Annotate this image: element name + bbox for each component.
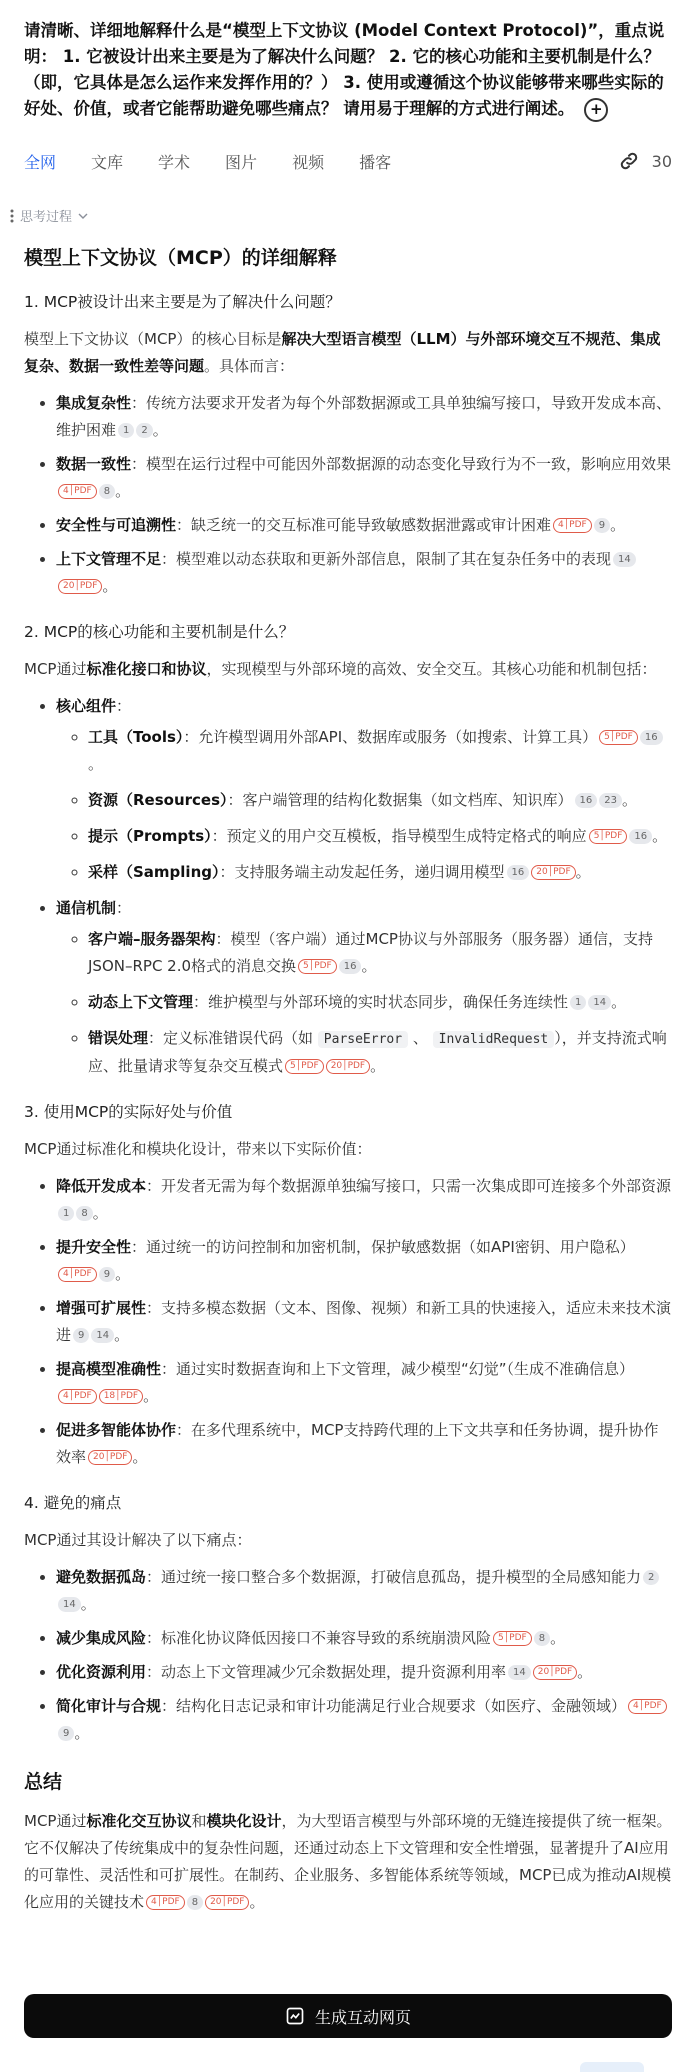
- list-item: • 集成复杂性：传统方法要求开发者为每个外部数据源或工具单独编写接口，导致开发成本高、维护困难 1 2 。: [56, 390, 672, 444]
- pdf-citation-badge[interactable]: 4│PDF: [58, 1267, 97, 1282]
- pdf-citation-badge[interactable]: 20│PDF: [326, 1059, 370, 1074]
- list-item: • 避免数据孤岛：通过统一接口整合多个数据源，打破信息孤岛，提升模型的全局感知能力 214 。: [56, 1564, 672, 1618]
- citation-badge[interactable]: 8: [187, 1895, 203, 1910]
- citation-badge[interactable]: 23: [599, 793, 622, 808]
- core-components-list: [56, 724, 672, 886]
- pdf-citation-badge[interactable]: 20│PDF: [88, 1450, 132, 1465]
- tab-images[interactable]: 图片: [225, 152, 258, 172]
- communication-list: [56, 926, 672, 1080]
- citation-badge[interactable]: 14: [91, 1328, 114, 1343]
- list-item: ◦ 采样（Sampling）：支持服务端主动发起任务，递归调用模型 16 20│PDF 。: [88, 859, 672, 886]
- section-1-list: [24, 390, 672, 600]
- section-3-intro: MCP通过标准化和模块化设计，带来以下实际价值：: [24, 1140, 372, 1158]
- tab-academic[interactable]: 学术: [158, 152, 191, 172]
- user-query: [24, 0, 672, 122]
- section-4-heading: 4. 避免的痛点: [24, 1494, 122, 1512]
- list-item: ◦ 工具（Tools）：允许模型调用外部API、数据库或服务（如搜索、计算工具） 5│PDF 16。: [88, 724, 672, 778]
- citation-badge[interactable]: 16: [507, 865, 530, 880]
- section-2-list: [24, 693, 672, 1080]
- section-3-heading: 3. 使用MCP的实际好处与价值: [24, 1103, 233, 1121]
- pdf-citation-badge[interactable]: 20│PDF: [533, 1665, 577, 1680]
- pdf-citation-badge[interactable]: 5│PDF: [298, 959, 337, 974]
- pdf-citation-badge[interactable]: 5│PDF: [599, 730, 638, 745]
- link-icon: [618, 150, 640, 172]
- pdf-citation-badge[interactable]: 18│PDF: [99, 1389, 143, 1404]
- list-item: • 安全性与可追溯性：缺乏统一的交互标准可能导致敏感数据泄露或审计困难 4│PDF 9 。: [56, 512, 672, 539]
- section-4-list: [24, 1564, 672, 1747]
- citation-badge[interactable]: 9: [58, 1726, 74, 1741]
- pdf-citation-badge[interactable]: 4│PDF: [628, 1699, 667, 1714]
- pdf-citation-badge[interactable]: 4│PDF: [146, 1895, 185, 1910]
- citation-badge[interactable]: 9: [99, 1267, 115, 1282]
- sources-link[interactable]: [618, 150, 672, 172]
- chart-box-icon: [285, 2006, 305, 2026]
- section-2-heading: 2. MCP的核心功能和主要机制是什么？: [24, 623, 295, 641]
- pdf-citation-badge[interactable]: 20│PDF: [205, 1895, 249, 1910]
- tab-library[interactable]: 文库: [91, 152, 124, 172]
- citation-badge[interactable]: 16: [640, 730, 663, 745]
- citation-badge[interactable]: 16: [575, 793, 598, 808]
- scroll-corner-indicator: [580, 2062, 644, 2072]
- list-item: • 核心组件： ◦ 工具（Tools）：允许模型调用外部API、数据库或服务（如搜索、计算工具） 5│PDF 16。 ◦ 资源（Resources）：客户端管理的结构化数据集（如文档库、知识库） 16 23 。 ◦ 提示（Prompts）：预定义的用户交互模板，指导模型生成特定格式的响应 5│PDF 16 。 ◦ 采样（Sampling）：支持服务端主动发起任务，递归调用模型 16 20│PDF 。: [56, 693, 672, 886]
- citation-badge[interactable]: 16: [629, 829, 652, 844]
- citation-badge[interactable]: 16: [339, 959, 362, 974]
- pdf-citation-badge[interactable]: 4│PDF: [58, 484, 97, 499]
- pdf-citation-badge[interactable]: 4│PDF: [58, 1389, 97, 1404]
- citation-badge[interactable]: 14: [508, 1665, 531, 1680]
- citation-badge[interactable]: 8: [76, 1206, 92, 1221]
- citation-badge[interactable]: 1: [118, 423, 134, 438]
- code-parse-error: ParseError: [318, 1031, 408, 1048]
- list-item: • 通信机制： ◦ 客户端–服务器架构：模型（客户端）通过MCP协议与外部服务（服务器）通信，支持JSON–RPC 2.0格式的消息交换 5│PDF 16 。 ◦ 动态上下文管理：维护模型与外部环境的实时状态同步，确保任务连续性 1 14 。 ◦ 错误处理：定义标准错误代码（如 ParseError 、 InvalidRequest ），并支持流式响应、批量请求等复杂交互模式 5│PDF 20│PDF 。: [56, 895, 672, 1080]
- citation-badge[interactable]: 2: [136, 423, 152, 438]
- search-tabs: [24, 146, 672, 176]
- citation-badge[interactable]: 2: [643, 1570, 659, 1585]
- list-item: • 提升安全性：通过统一的访问控制和加密机制，保护敏感数据（如API密钥、用户隐私）4│PDF 9 。: [56, 1234, 672, 1288]
- code-invalid-request: InvalidRequest: [433, 1031, 555, 1048]
- pdf-citation-badge[interactable]: 4│PDF: [553, 518, 592, 533]
- list-item: ◦ 错误处理：定义标准错误代码（如 ParseError 、 InvalidRequest ），并支持流式响应、批量请求等复杂交互模式 5│PDF 20│PDF 。: [88, 1025, 672, 1080]
- section-1-intro: 模型上下文协议（MCP）的核心目标是解决大型语言模型（LLM）与外部环境交互不规范、集成复杂、数据一致性差等问题。具体而言：: [24, 330, 661, 375]
- thinking-label: 思考过程: [20, 210, 73, 225]
- citation-badge[interactable]: 14: [58, 1597, 81, 1612]
- list-item: • 数据一致性：模型在运行过程中可能因外部数据源的动态变化导致行为不一致，影响应用效果4│PDF 8 。: [56, 451, 672, 505]
- answer-title: 模型上下文协议（MCP）的详细解释: [24, 247, 337, 269]
- tab-podcast[interactable]: 播客: [359, 152, 392, 172]
- list-item: ◦ 提示（Prompts）：预定义的用户交互模板，指导模型生成特定格式的响应 5│PDF 16 。: [88, 823, 672, 850]
- thinking-dots-icon: [10, 209, 14, 223]
- pdf-citation-badge[interactable]: 20│PDF: [531, 865, 575, 880]
- summary-text: MCP通过标准化交互协议和模块化设计，为大型语言模型与外部环境的无缝连接提供了统一框架。它不仅解决了传统集成中的复杂性问题，还通过动态上下文管理和安全性增强，显著提升了AI应用的可靠性、灵活性和可扩展性。在制药、企业服务、多智能体系统等领域，MCP已成为推动AI规模化应用的关键技术 4│PDF 8 20│PDF 。: [24, 1812, 672, 1911]
- section-4-intro: MCP通过其设计解决了以下痛点：: [24, 1531, 252, 1549]
- pdf-citation-badge[interactable]: 20│PDF: [58, 579, 102, 594]
- section-1-heading: 1. MCP被设计出来主要是为了解决什么问题？: [24, 293, 341, 311]
- list-item: • 优化资源利用：动态上下文管理减少冗余数据处理，提升资源利用率 14 20│PDF 。: [56, 1659, 672, 1686]
- list-item: • 促进多智能体协作：在多代理系统中，MCP支持跨代理的上下文共享和任务协调，提升协作效率 20│PDF 。: [56, 1417, 672, 1471]
- list-item: ◦ 动态上下文管理：维护模型与外部环境的实时状态同步，确保任务连续性 1 14 。: [88, 989, 672, 1016]
- list-item: • 上下文管理不足：模型难以动态获取和更新外部信息，限制了其在复杂任务中的表现 1420│PDF 。: [56, 546, 672, 600]
- tab-video[interactable]: 视频: [292, 152, 325, 172]
- citation-badge[interactable]: 9: [594, 518, 610, 533]
- list-item: ◦ 资源（Resources）：客户端管理的结构化数据集（如文档库、知识库） 16 23 。: [88, 787, 672, 814]
- citation-badge[interactable]: 8: [534, 1631, 550, 1646]
- citation-badge[interactable]: 9: [73, 1328, 89, 1343]
- chevron-down-icon: [78, 211, 88, 221]
- pdf-citation-badge[interactable]: 5│PDF: [589, 829, 628, 844]
- citation-badge[interactable]: 14: [588, 995, 611, 1010]
- generate-webpage-button[interactable]: [24, 1994, 672, 2038]
- generate-webpage-label: 生成互动网页: [314, 2007, 411, 2027]
- expand-plus-icon[interactable]: +: [584, 98, 608, 122]
- citation-badge[interactable]: 1: [58, 1206, 74, 1221]
- list-item: • 简化审计与合规：结构化日志记录和审计功能满足行业合规要求（如医疗、金融领域） 4│PDF9 。: [56, 1693, 672, 1747]
- pdf-citation-badge[interactable]: 5│PDF: [493, 1631, 532, 1646]
- list-item: • 减少集成风险：标准化协议降低因接口不兼容导致的系统崩溃风险 5│PDF 8 。: [56, 1625, 672, 1652]
- tab-all[interactable]: 全网: [24, 152, 57, 172]
- query-text: 请清晰、详细地解释什么是“模型上下文协议 (Model Context Protocol)”，重点说明： 1. 它被设计出来主要是为了解决什么问题？ 2. 它的核心功能和主要机制是什么？（即，它具体是怎么运作来发挥作用的？） 3. 使用或遵循这个协议能够带来哪些实际的好处、价值，或者它能帮助避免哪些痛点？ 请用易于理解的方式进行阐述。: [24, 21, 665, 118]
- list-item: ◦ 客户端–服务器架构：模型（客户端）通过MCP协议与外部服务（服务器）通信，支持JSON–RPC 2.0格式的消息交换 5│PDF 16 。: [88, 926, 672, 980]
- pdf-citation-badge[interactable]: 5│PDF: [285, 1059, 324, 1074]
- citation-badge[interactable]: 8: [99, 484, 115, 499]
- list-item: • 提高模型准确性：通过实时数据查询和上下文管理，减少模型“幻觉”（生成不准确信息）4│PDF 18│PDF 。: [56, 1356, 672, 1410]
- section-2-intro: MCP通过标准化接口和协议，实现模型与外部环境的高效、安全交互。其核心功能和机制包括：: [24, 660, 657, 678]
- source-count: 30: [651, 151, 672, 171]
- citation-badge[interactable]: 14: [613, 552, 636, 567]
- section-3-list: [24, 1173, 672, 1471]
- thinking-toggle[interactable]: [10, 206, 672, 225]
- citation-badge[interactable]: 1: [570, 995, 586, 1010]
- list-item: • 增强可扩展性：支持多模态数据（文本、图像、视频）和新工具的快速接入，适应未来技术演进 9 14 。: [56, 1295, 672, 1349]
- list-item: • 降低开发成本：开发者无需为每个数据源单独编写接口，只需一次集成即可连接多个外部资源1 8 。: [56, 1173, 672, 1227]
- summary-heading: 总结: [24, 1771, 63, 1793]
